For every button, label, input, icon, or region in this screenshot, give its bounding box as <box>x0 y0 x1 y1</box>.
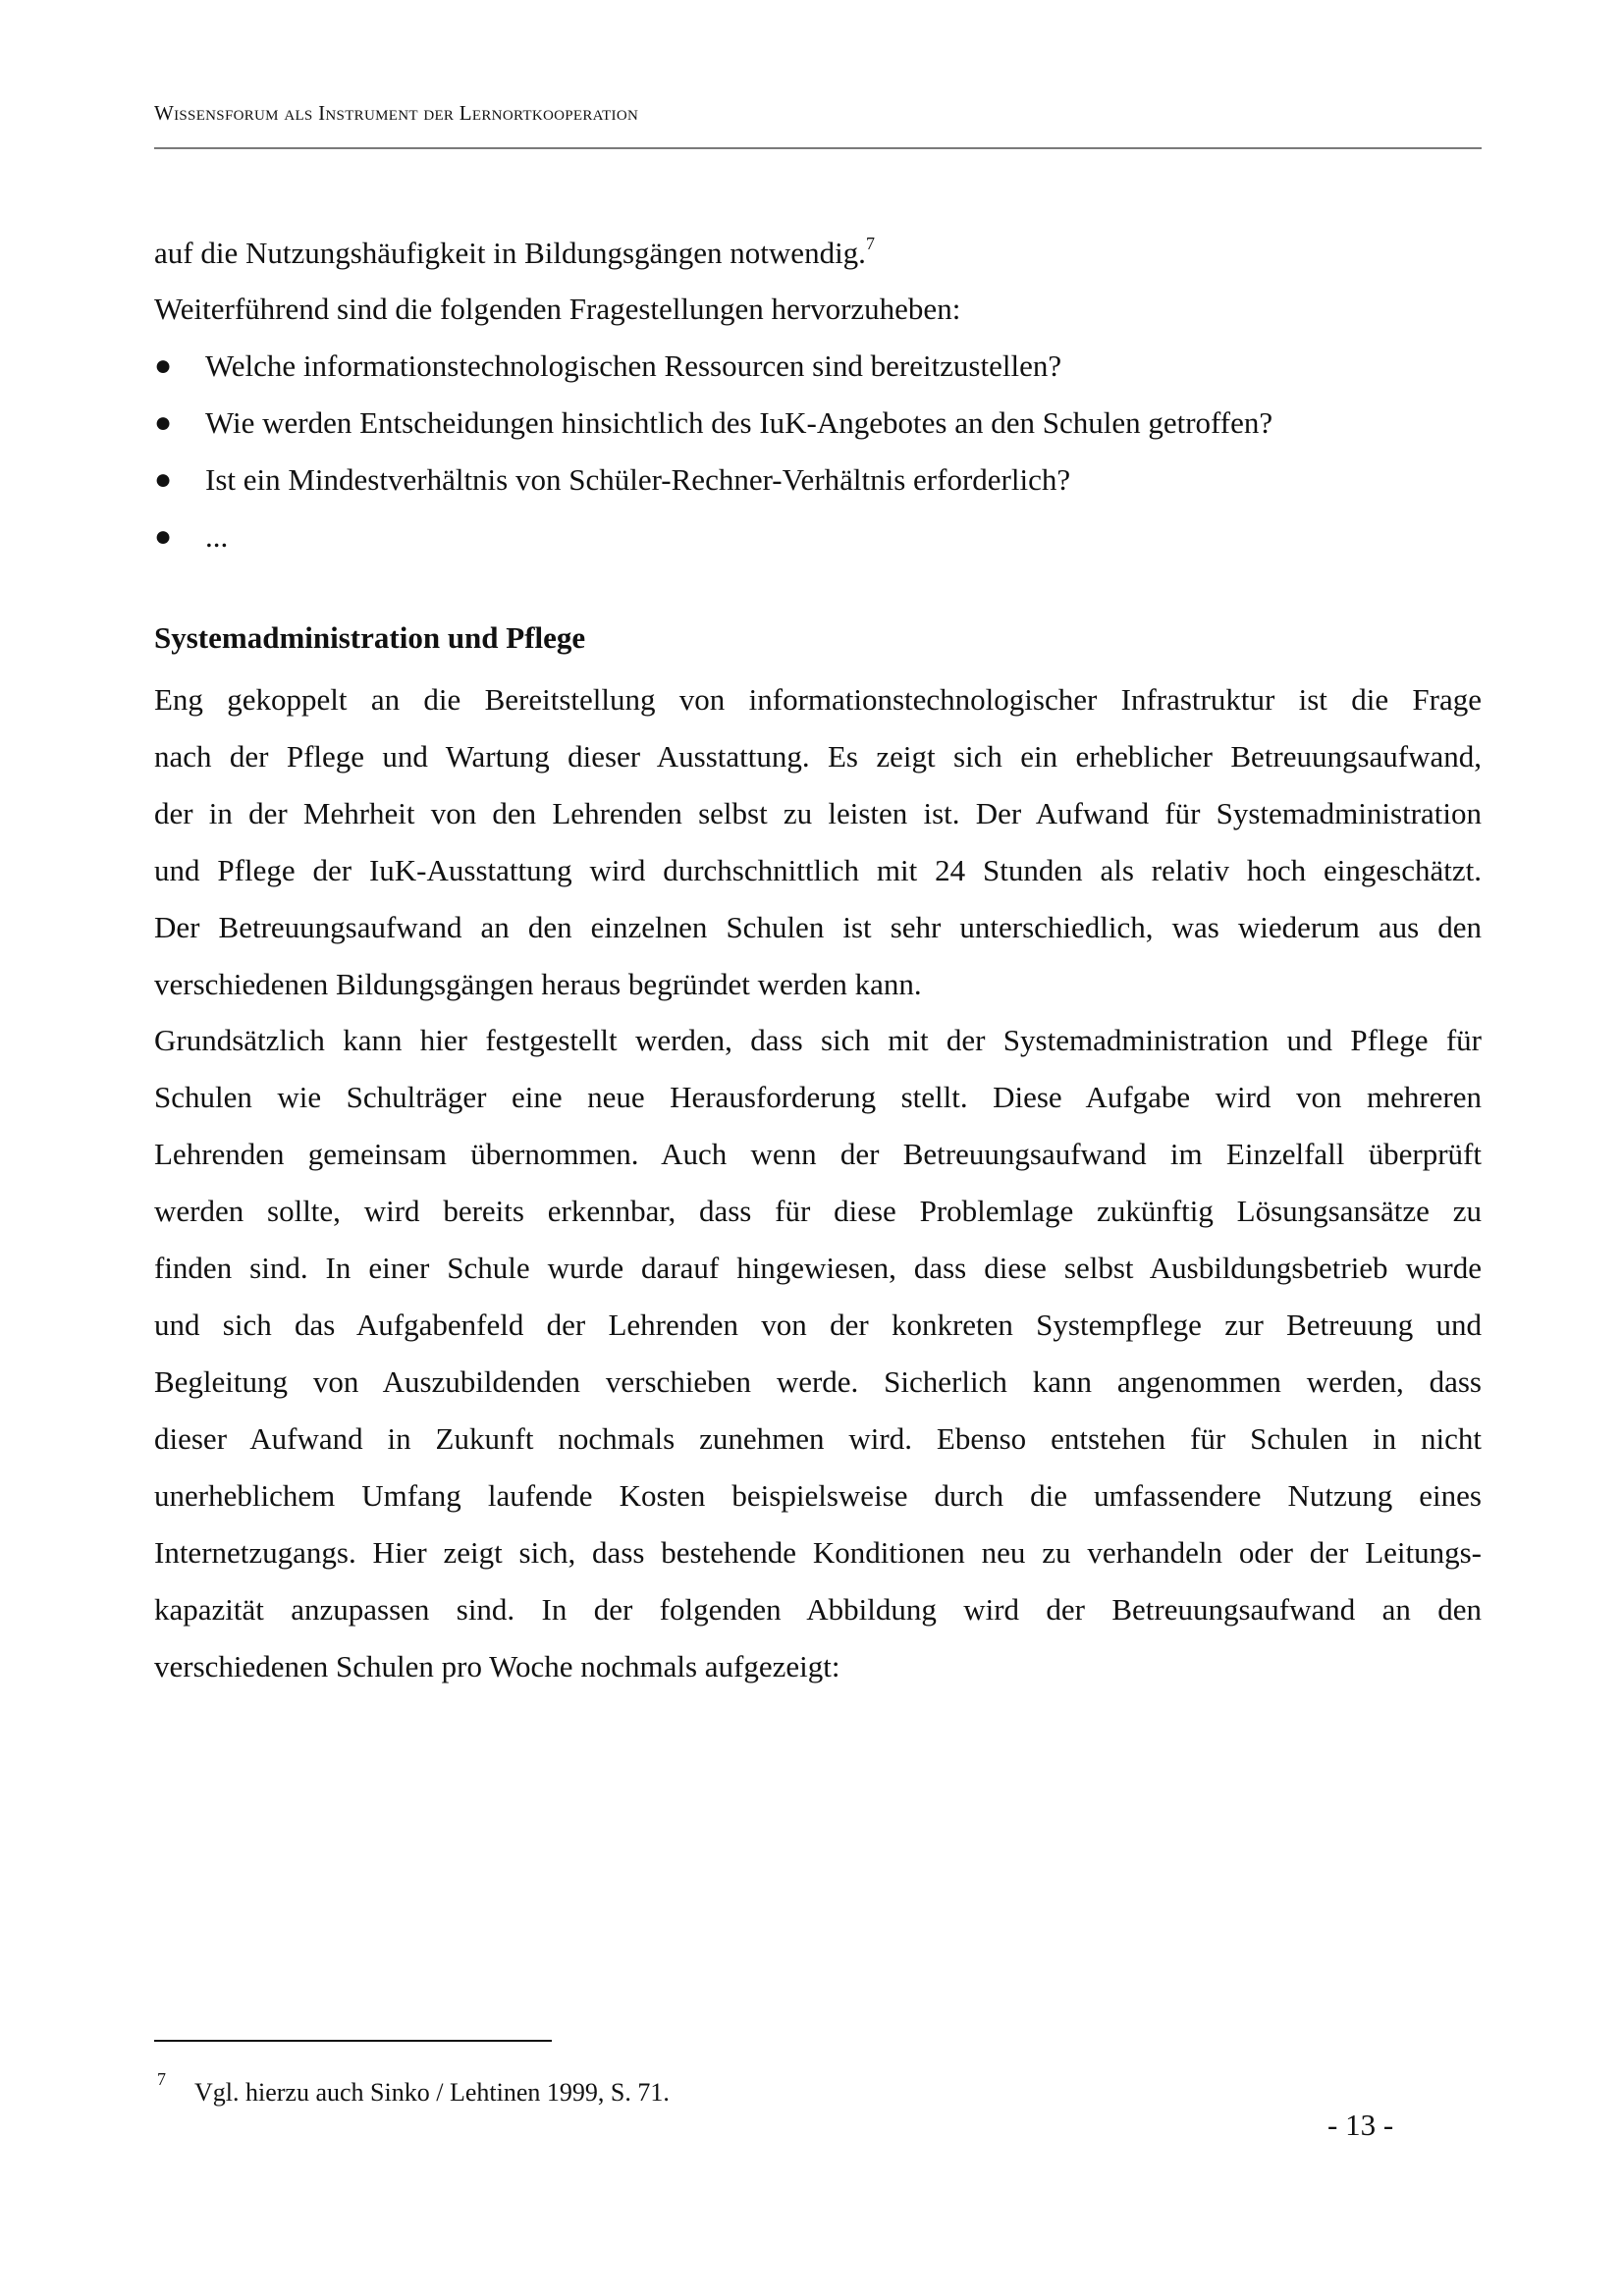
paragraph-line: Lehrenden gemeinsam übernommen. Auch wenn der Betreuungsaufwand im Einzelfall überprüft <box>154 1137 1482 1171</box>
paragraph-line: Der Betreuungsaufwand an den einzelnen Schulen ist sehr unterschiedlich, was wiederum aus den <box>154 910 1482 944</box>
bullet-item: Welche informationstechnologischen Ressourcen sind bereitzustellen? <box>205 348 1062 383</box>
paragraph-line: und sich das Aufgabenfeld der Lehrenden von der konkreten Systempflege zur Betreuung und <box>154 1308 1482 1342</box>
bullet-icon: ● <box>154 520 173 553</box>
bullet-item: ... <box>205 519 229 554</box>
bullet-icon: ● <box>154 463 173 496</box>
paragraph-line: finden sind. In einer Schule wurde darauf hingewiesen, dass diese selbst Ausbildungsbetrieb wurde <box>154 1251 1482 1285</box>
footnote-divider <box>154 2040 552 2042</box>
header-divider <box>154 147 1482 149</box>
paragraph-line: verschiedenen Bildungsgängen heraus begründet werden kann. <box>154 967 922 1001</box>
bullet-icon: ● <box>154 406 173 439</box>
paragraph-line: verschiedenen Schulen pro Woche nochmals aufgezeigt: <box>154 1649 840 1683</box>
paragraph-line: Eng gekoppelt an die Bereitstellung von informationstechnologischer Infrastruktur ist die Frage <box>154 682 1482 717</box>
paragraph-line: der in der Mehrheit von den Lehrenden selbst zu leisten ist. Der Aufwand für Systemadministration <box>154 796 1482 830</box>
bullet-icon: ● <box>154 349 173 382</box>
paragraph-line: kapazität anzupassen sind. In der folgenden Abbildung wird der Betreuungsaufwand an den <box>154 1592 1482 1627</box>
intro-line-1 <box>154 234 875 273</box>
bullet-item: Ist ein Mindestverhältnis von Schüler-Rechner-Verhältnis erforderlich? <box>205 462 1071 497</box>
intro-line-2: Weiterführend sind die folgenden Fragestellungen hervorzuheben: <box>154 292 961 326</box>
running-header: Wissensforum als Instrument der Lernortkooperation <box>154 101 639 125</box>
paragraph-line: und Pflege der IuK-Ausstattung wird durchschnittlich mit 24 Stunden als relativ hoch eingeschätzt. <box>154 853 1482 887</box>
intro-line-1-text: auf die Nutzungshäufigkeit in Bildungsgängen notwendig. <box>154 236 866 270</box>
paragraph-line: Grundsätzlich kann hier festgestellt werden, dass sich mit der Systemadministration und Pflege für <box>154 1023 1482 1057</box>
paragraph-line: unerheblichem Umfang laufende Kosten beispielsweise durch die umfassendere Nutzung eines <box>154 1478 1482 1513</box>
paragraph-line: Begleitung von Auszubildenden verschieben werde. Sicherlich kann angenommen werden, dass <box>154 1364 1482 1399</box>
paragraph-line: nach der Pflege und Wartung dieser Ausstattung. Es zeigt sich ein erheblicher Betreuungsaufwand, <box>154 739 1482 774</box>
page-number: - 13 - <box>1327 2108 1394 2142</box>
footnote-text: Vgl. hierzu auch Sinko / Lehtinen 1999, S. 71. <box>194 2078 670 2107</box>
paragraph-line: dieser Aufwand in Zukunft nochmals zunehmen wird. Ebenso entstehen für Schulen in nicht <box>154 1421 1482 1456</box>
paragraph-line: werden sollte, wird bereits erkennbar, dass für diese Problemlage zukünftig Lösungsansätze zu <box>154 1194 1482 1228</box>
bullet-item: Wie werden Entscheidungen hinsichtlich des IuK-Angebotes an den Schulen getroffen? <box>205 405 1273 440</box>
footnote-reference: 7 <box>865 234 875 253</box>
section-heading: Systemadministration und Pflege <box>154 620 586 655</box>
paragraph-line: Schulen wie Schulträger eine neue Herausforderung stellt. Diese Aufgabe wird von mehreren <box>154 1080 1482 1114</box>
footnote-mark: 7 <box>157 2069 166 2089</box>
paragraph-line: Internetzugangs. Hier zeigt sich, dass bestehende Konditionen neu zu verhandeln oder der Leitungs- <box>154 1535 1482 1570</box>
